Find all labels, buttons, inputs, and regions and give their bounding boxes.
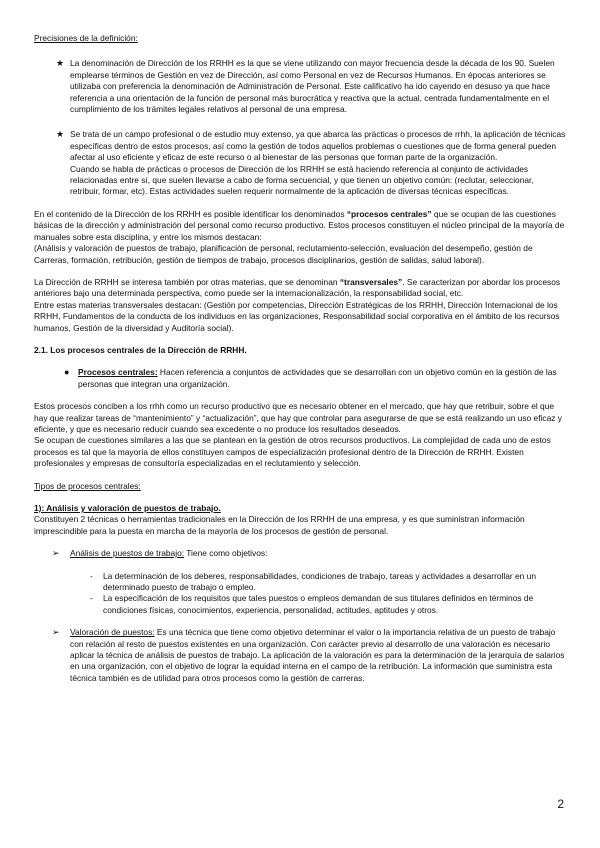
- dash-bullet-icon: -: [90, 593, 93, 604]
- bullet-list-item: ● Procesos centrales: Hacen referencia a conjuntos de actividades que se desarrollan con un objetivo común en la gestión de las personas que integran una organización.: [64, 367, 557, 389]
- types-heading: Tipos de procesos centrales:: [34, 480, 141, 491]
- star-list-item: [34, 129, 566, 197]
- page-number: 2: [557, 797, 564, 811]
- analysis-label: Análisis de puestos de trabajo:: [70, 548, 185, 559]
- definition-heading: Precisiones de la definición:: [34, 33, 138, 43]
- subsection-heading: 1): Análisis y valoración de puestos de trabajo.: [34, 503, 221, 513]
- section-heading: 2.1. Los procesos centrales de la Dirección de RRHH.: [34, 344, 247, 355]
- central-processes-list: (Análisis y valoración de puestos de trabajo, planificación de personal, reclutamiento-selección, evaluación del desempeño, gestión de Carreras, formación, retribución, gestión de tiempos de trabajo, procesos disciplinarios, gestión de salidas, salud laboral).: [34, 243, 533, 265]
- dash-list-item: - La determinación de los deberes, responsabilidades, condiciones de trabajo, tareas y actividades a desarrollar en un determinado puesto de trabajo o empleo.: [90, 570, 536, 593]
- arrow-list-item: ➢ Análisis de puestos de trabajo: Tiene como objetivos:: [52, 548, 268, 559]
- central-processes-term: “procesos centrales”: [346, 208, 432, 219]
- dash-list-item: - La especificación de los requisitos que tales puestos o empleos demandan de sus titulares definidos en términos de condiciones físicas, conocimientos, experiencia, personalidad, actitudes, aptitudes y otros.: [90, 593, 534, 615]
- transversal-paragraph: La Dirección de RRHH se interesa también por otras materias, que se denominan “transversales”. Se caracterizan por abordar los procesos anteriores bajo una determinada perspectiva, como puede ser la internacionalización, la responsabilidad social, etc.: [34, 276, 561, 299]
- dash-bullet-icon: -: [90, 570, 93, 581]
- page-content: [34, 33, 566, 684]
- transversal-list: Entre estas materias transversales destacan: (Gestión por competencias, Dirección Estratégicas de los RRHH, Dirección Internacional de los RRHH, Fundamentos de la conducta de los individuos en las organizaciones, Responsabilidad social corporativa en el ámbito de los recursos humanos, Gestión de la diversidad y Auditoría social).: [34, 299, 560, 333]
- star-item-continuation: Cuando se habla de prácticas o procesos de Dirección de los RRHH se está haciendo referencia al conjunto de actividades relacionadas entre sí, que suelen llevarse a cabo de forma secuencial, y que tienen un objetivo común: (reclutar, seleccionar, retribuir, formar, etc). Estas actividades suelen requerir normalmente de la aplicación de diversas técnicas específicas.: [70, 163, 534, 197]
- central-processes-paragraph: En el contenido de la Dirección de los RRHH es posible identificar los denominados “procesos centrales” que se ocupan de las cuestiones básicas de la dirección y administración del personal como recurso productivo. Estos procesos constituyen el núcleo principal de la mayoría de manuales sobre esta disciplina, y entre los mismos destacan:: [34, 208, 565, 242]
- processes-paragraph: Estos procesos conciben a los rrhh como un recurso productivo que es necesario obtener en el mercado, que hay que retribuir, sobre el que hay que realizar tareas de “mantenimiento” y “actualización”, que hay que controlar para asegurarse de que se está realizando un uso eficaz y eficiente, y que es necesario reducir cuando sea excedente o no produce los resultados deseados.: [34, 401, 562, 434]
- transversal-term: “transversales”: [339, 276, 403, 287]
- bullet-label: Procesos centrales:: [78, 367, 158, 378]
- processes-paragraph-2: Se ocupan de cuestiones similares a las que se plantean en la gestión de otros recursos productivos. La complejidad de cada uno de estos procesos es tal que la mayoría de ellos constituyen campos de especialización profesional dentro de la Dirección de RRHH. Existen profesionales y empresas de consultoría especializadas en el reclutamiento y selección.: [34, 435, 551, 469]
- star-item-text: La denominación de Dirección de los RRHH es la que se viene utilizando con mayor frecuencia desde la década de los 90. Suelen emplearse términos de Gestión en vez de Dirección, así como Personal en vez de Recursos Humanos. En épocas anteriores se utilizaba con preferencia la denominación de Administración de Personal. Este calificativo ha ido cayendo en desuso ya que hace referencia a una orientación de la función de personal más burocrática y reactiva que la actual, centrada fundamentalmente en el cumplimiento de los trámites legales relativos al personal de una empresa.: [70, 58, 555, 115]
- arrow-list-item: ➢ Valoración de puestos: Es una técnica que tiene como objetivo determinar el valor o la importancia relativa de un puesto de trabajo con relación al resto de puestos existentes en una organización. Con carácter previo al desarrollo de una valoración es necesario aplicar la técnica de análisis de puestos de trabajo. La aplicación de la valoración es para la determinación de la jerarquía de salarios en una organización, con el objetivo de lograr la equidad interna en el campo de la retribución. La información que suministra esta técnica también es de utilidad para otros procesos como la gestión de carreras.: [52, 627, 565, 683]
- arrow-bullet-icon: ➢: [52, 548, 60, 559]
- valuation-label: Valoración de puestos:: [70, 627, 155, 638]
- star-item-text: Se trata de un campo profesional o de estudio muy extenso, ya que abarca las prácticas o procesos de rrhh, la aplicación de técnicas específicas dentro de estos procesos, así como la gestión de todos aquellos problemas o cuestiones que de forma general pueden afectar al uso eficiente y eficaz de este recurso o al bienestar de las personas que forman parte de la organización.: [70, 129, 566, 163]
- star-bullet-icon: ★: [56, 129, 65, 140]
- subsection-intro: Constituyen 2 técnicas o herramientas tradicionales en la Dirección de los RRHH de una empresa, y es que suministran información imprescindible para la puesta en marcha de la mayoría de los procesos de gestión de personal.: [34, 514, 525, 536]
- arrow-bullet-icon: ➢: [52, 627, 60, 638]
- dot-bullet-icon: ●: [64, 367, 70, 378]
- star-list-item: [34, 58, 566, 115]
- star-bullet-icon: ★: [56, 58, 65, 69]
